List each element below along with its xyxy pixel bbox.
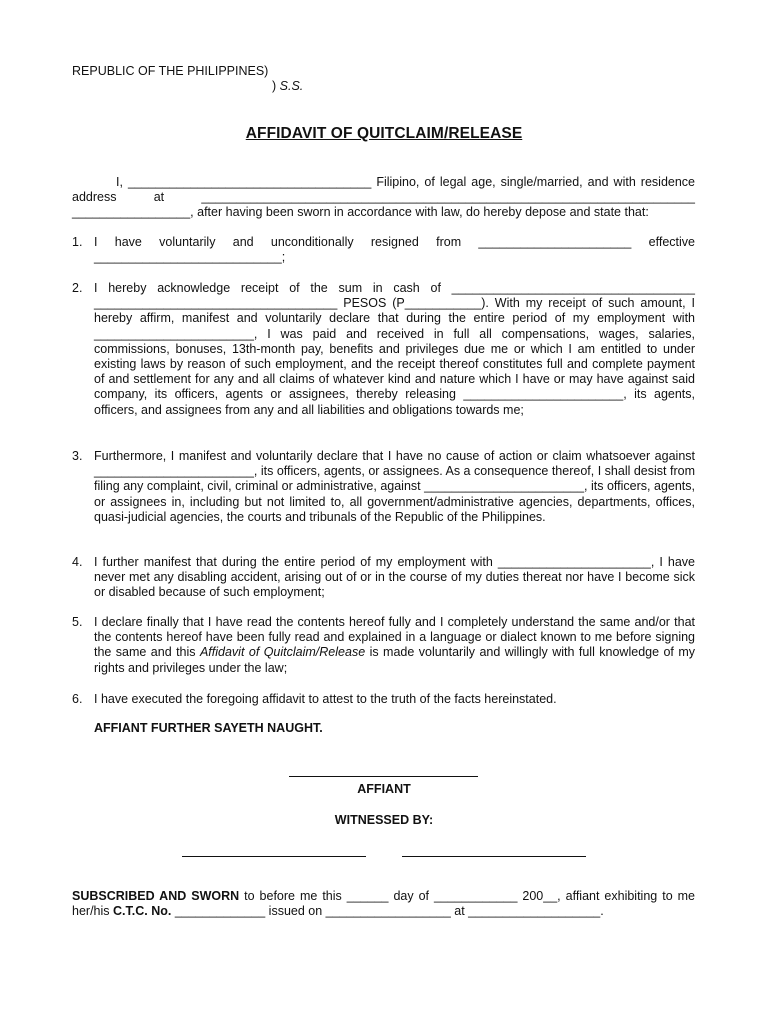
intro-paragraph: [72, 175, 695, 221]
item-text: [94, 615, 695, 676]
item-number: 4.: [72, 555, 83, 569]
ss-abbrev: S.S.: [279, 79, 304, 93]
item-number: 5.: [72, 615, 83, 629]
item-text: Furthermore, I manifest and voluntarily declare that I have no cause of action or claim whatsoever against _______________________, its officers, agents, or assignees. As a consequence thereof, I shall desist from filing any complaint, civil, criminal or administrative, against _______________________, its officers, agents, or assignees in, including but not limited to, all government/administrative agencies, departments, offices, quasi-judicial agencies, the courts and tribunals of the Republic of the Philippines.: [94, 449, 695, 524]
affiant-signature-line: [289, 766, 478, 777]
item-text: I hereby acknowledge receipt of the sum in cash of ___________________________________ ___________________________________ PESOS (P___________). With my receipt of such amount, I hereby affirm, manifest and voluntarily declare that during the entire period of my employment with _______________________, I was paid and received in full all compensations, wages, salaries, commissions, bonuses, 13th-month pay, benefits and privileges due me or which I am entitled to under existing laws by reason of such employment, and the receipt thereof constitutes full and complete payment of and settlement for any and all claims of whatever kind and nature which I have or may have against said company, its officers, agents or assignees, thereby releasing _______________________, its agents, officers, and assignees from any and all liabilities and obligations towards me;: [94, 281, 695, 417]
affiant-label: AFFIANT: [357, 782, 411, 796]
ss-line: [272, 79, 303, 94]
witness-signature-line-1: [182, 846, 366, 857]
ctc-label: C.T.C. No.: [113, 904, 172, 919]
jurisdiction-line: REPUBLIC OF THE PHILIPPINES): [72, 64, 269, 78]
jurat-paragraph: [72, 889, 695, 919]
intro-text: I, ___________________________________ Filipino, of legal age, single/married, and with residence address at _______________________________________________________________________ _________________, after having been sworn in accordance with law, do hereby depose and state that:: [72, 175, 695, 220]
ss-paren: ): [272, 79, 277, 93]
list-item: [72, 615, 695, 676]
item-text-part: is made voluntarily and willingly with full knowledge of my rights and privileges under the law;: [94, 645, 695, 675]
list-item: [72, 449, 695, 525]
item-text: I have executed the foregoing affidavit to attest to the truth of the facts hereinstated.: [94, 692, 557, 706]
affidavit-name-italic: Affidavit of Quitclaim/Release: [199, 645, 366, 660]
jurat-text: _____________ issued on __________________ at ___________________.: [171, 904, 604, 919]
jurat-text: to before me this ______ day of ____________ 200__, affiant exhibiting to me her/his: [72, 889, 695, 919]
document-title: AFFIDAVIT OF QUITCLAIM/RELEASE: [245, 125, 523, 142]
list-item: [72, 692, 695, 707]
item-number: 1.: [72, 235, 83, 249]
witness-signature-line-2: [402, 846, 586, 857]
item-number: 3.: [72, 449, 83, 463]
item-number: 6.: [72, 692, 83, 706]
list-item: [72, 235, 695, 265]
item-text-part: I declare finally that I have read the contents hereof fully and I completely understand the same and/or that the contents hereof have been fully read and explained in a language or dialect known to me before signing the same and this: [94, 615, 695, 660]
item-text: I further manifest that during the entire period of my employment with ______________________, I have never met any disabling accident, arising out of or in the course of my duties thereat nor have I become sick or disabled because of such employment;: [94, 555, 695, 600]
list-item: [72, 281, 695, 418]
jurat-bold-heading: SUBSCRIBED AND SWORN: [72, 889, 240, 903]
list-item: [72, 555, 695, 601]
item-number: 2.: [72, 281, 83, 295]
sayeth-naught: AFFIANT FURTHER SAYETH NAUGHT.: [94, 721, 323, 735]
witnessed-by-label: WITNESSED BY:: [334, 813, 434, 827]
item-text: I have voluntarily and unconditionally resigned from ______________________ effective ___________________________;: [94, 235, 695, 265]
